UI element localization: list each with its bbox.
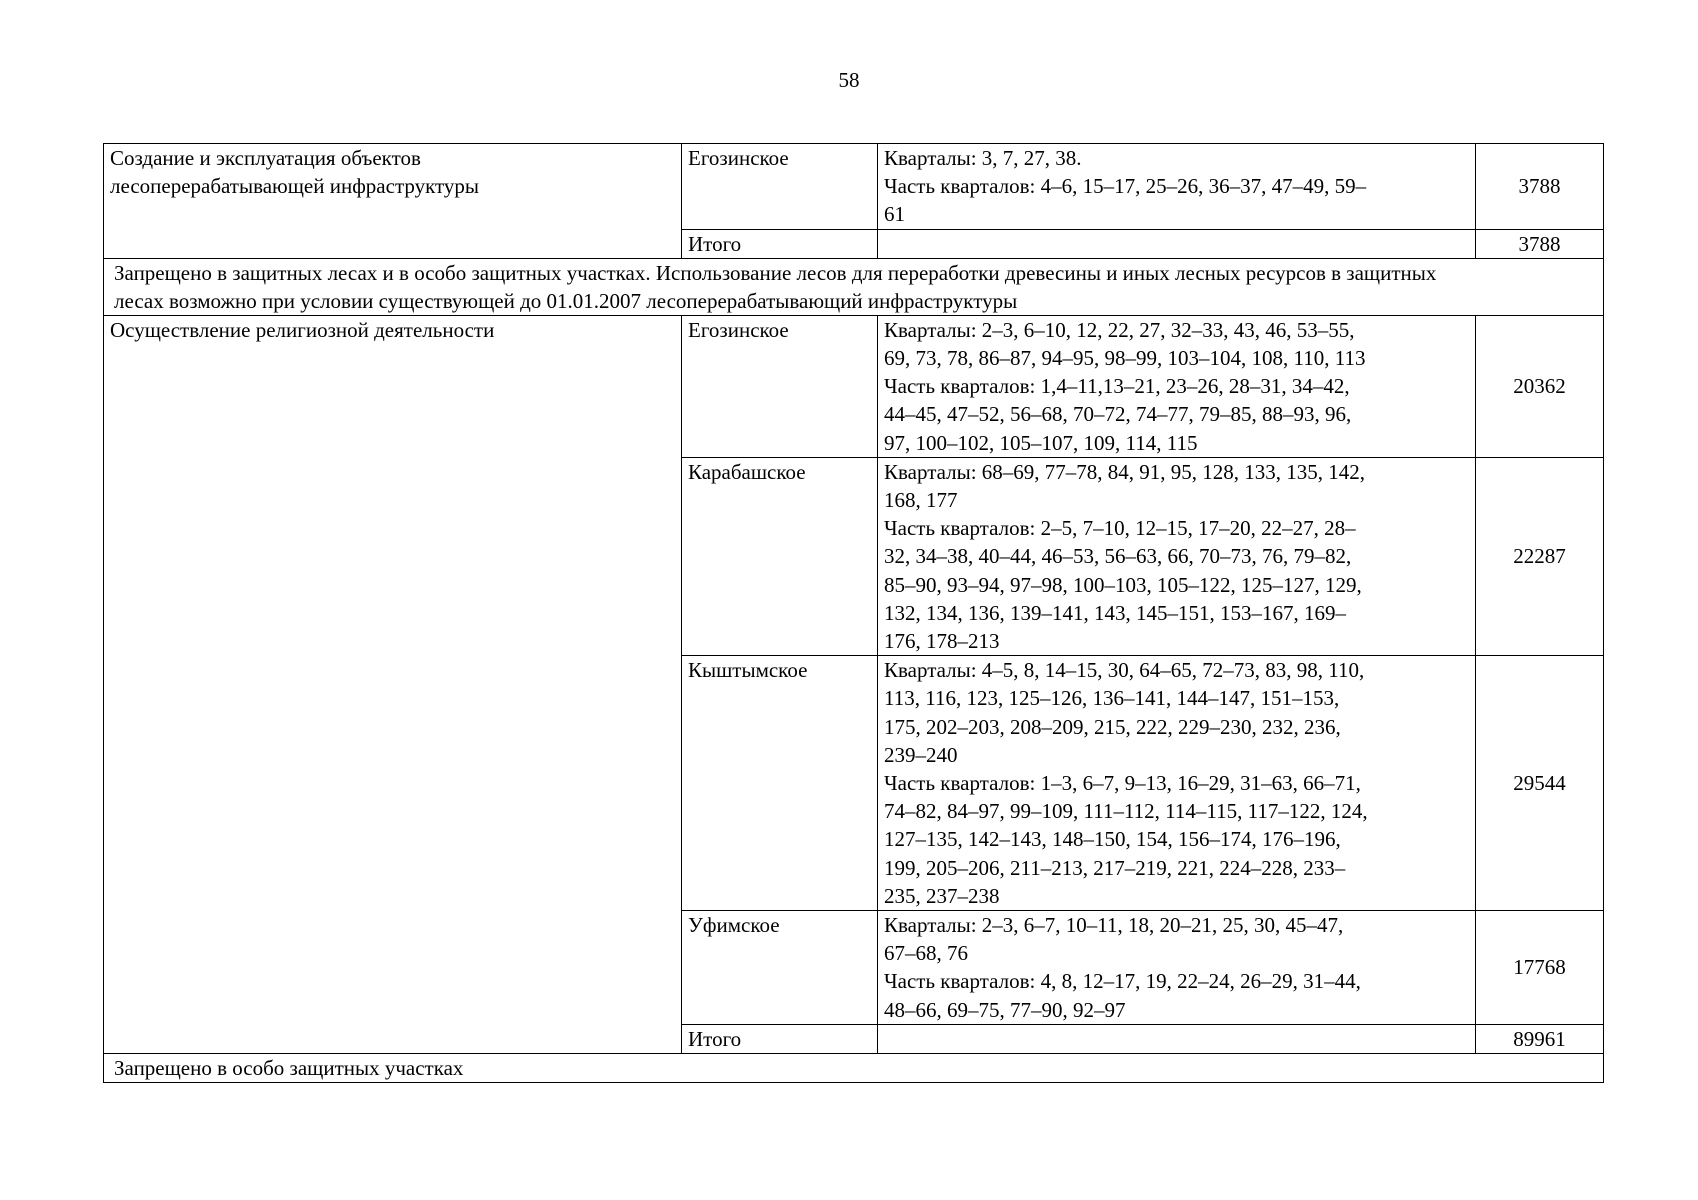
activity-text: Осуществление религиозной деятельности xyxy=(110,317,495,342)
forestry-cell: Егозинское xyxy=(682,144,878,230)
area-cell: 17768 xyxy=(1476,911,1604,1025)
quarters-text: 168, 177 xyxy=(884,488,958,513)
area-cell: 29544 xyxy=(1476,656,1604,911)
note-text: лесах возможно при условии существующей до 01.01.2007 лесоперерабатывающий инфраструктуры xyxy=(114,288,1018,313)
quarters-cell xyxy=(878,911,1476,1025)
quarters-text: 67–68, 76 xyxy=(884,941,968,966)
activity-text: лесоперерабатывающей инфраструктуры xyxy=(110,174,480,199)
quarters-text: Часть кварталов: 1–3, 6–7, 9–13, 16–29, 31–63, 66–71, xyxy=(884,771,1361,796)
quarters-text: 175, 202–203, 208–209, 215, 222, 229–230, 232, 236, xyxy=(884,714,1341,739)
note-text: Запрещено в защитных лесах и в особо защитных участках. Использование лесов для переработки древесины и иных лесных ресурсов в защитных xyxy=(114,260,1437,285)
quarters-text: Кварталы: 2–3, 6–7, 10–11, 18, 20–21, 25, 30, 45–47, xyxy=(884,913,1344,938)
quarters-text: 239–240 xyxy=(884,742,958,767)
total-value: 3788 xyxy=(1476,229,1604,258)
empty-cell xyxy=(878,229,1476,258)
note-row xyxy=(104,1054,1604,1083)
quarters-text: Кварталы: 2–3, 6–10, 12, 22, 27, 32–33, 43, 46, 53–55, xyxy=(884,317,1355,342)
quarters-cell xyxy=(878,656,1476,911)
total-label: Итого xyxy=(682,1024,878,1053)
quarters-text: 127–135, 142–143, 148–150, 154, 156–174, 176–196, xyxy=(884,827,1341,852)
quarters-text: 74–82, 84–97, 99–109, 111–112, 114–115, 117–122, 124, xyxy=(884,799,1368,824)
quarters-text: Кварталы: 68–69, 77–78, 84, 91, 95, 128, 133, 135, 142, xyxy=(884,459,1366,484)
quarters-text: 199, 205–206, 211–213, 217–219, 221, 224–228, 233– xyxy=(884,855,1346,880)
empty-cell xyxy=(878,1024,1476,1053)
quarters-text: 69, 73, 78, 86–87, 94–95, 98–99, 103–104, 108, 110, 113 xyxy=(884,346,1366,371)
quarters-text: 32, 34–38, 40–44, 46–53, 56–63, 66, 70–73, 76, 79–82, xyxy=(884,544,1352,569)
quarters-text: 113, 116, 123, 125–126, 136–141, 144–147, 151–153, xyxy=(884,686,1340,711)
quarters-text: 235, 237–238 xyxy=(884,883,1000,908)
forestry-cell: Кыштымское xyxy=(682,656,878,911)
forestry-cell: Егозинское xyxy=(682,315,878,457)
quarters-cell xyxy=(878,144,1476,230)
activity-text: Создание и эксплуатация объектов xyxy=(110,146,421,170)
quarters-text: Кварталы: 4–5, 8, 14–15, 30, 64–65, 72–73, 83, 98, 110, xyxy=(884,658,1365,683)
forest-use-table xyxy=(103,143,1604,1083)
page-number: 58 xyxy=(838,68,860,92)
quarters-text: Кварталы: 3, 7, 27, 38. xyxy=(884,146,1082,170)
table-row xyxy=(104,144,1604,230)
restriction-note xyxy=(104,258,1604,315)
quarters-text: Часть кварталов: 2–5, 7–10, 12–15, 17–20, 22–27, 28– xyxy=(884,516,1356,541)
total-value: 89961 xyxy=(1476,1024,1604,1053)
area-cell: 20362 xyxy=(1476,315,1604,457)
quarters-text: 97, 100–102, 105–107, 109, 114, 115 xyxy=(884,430,1198,455)
quarters-text: 176, 178–213 xyxy=(884,629,1000,654)
activity-cell xyxy=(104,315,682,1053)
note-row xyxy=(104,258,1604,315)
quarters-cell xyxy=(878,457,1476,655)
forestry-cell: Уфимское xyxy=(682,911,878,1025)
area-cell: 22287 xyxy=(1476,457,1604,655)
area-cell: 3788 xyxy=(1476,144,1604,230)
quarters-text: Часть кварталов: 1,4–11,13–21, 23–26, 28–31, 34–42, xyxy=(884,374,1350,399)
quarters-text: 61 xyxy=(884,202,905,227)
activity-cell xyxy=(104,144,682,259)
quarters-text: 44–45, 47–52, 56–68, 70–72, 74–77, 79–85, 88–93, 96, xyxy=(884,402,1352,427)
forestry-cell: Карабашское xyxy=(682,457,878,655)
quarters-cell xyxy=(878,315,1476,457)
quarters-text: Часть кварталов: 4–6, 15–17, 25–26, 36–37, 47–49, 59– xyxy=(884,174,1367,199)
total-label: Итого xyxy=(682,229,878,258)
quarters-text: 48–66, 69–75, 77–90, 92–97 xyxy=(884,997,1126,1022)
quarters-text: 85–90, 93–94, 97–98, 100–103, 105–122, 125–127, 129, xyxy=(884,572,1362,597)
restriction-note: Запрещено в особо защитных участках xyxy=(104,1054,1604,1083)
table-row xyxy=(104,315,1604,457)
quarters-text: Часть кварталов: 4, 8, 12–17, 19, 22–24, 26–29, 31–44, xyxy=(884,969,1361,994)
quarters-text: 132, 134, 136, 139–141, 143, 145–151, 153–167, 169– xyxy=(884,600,1346,625)
